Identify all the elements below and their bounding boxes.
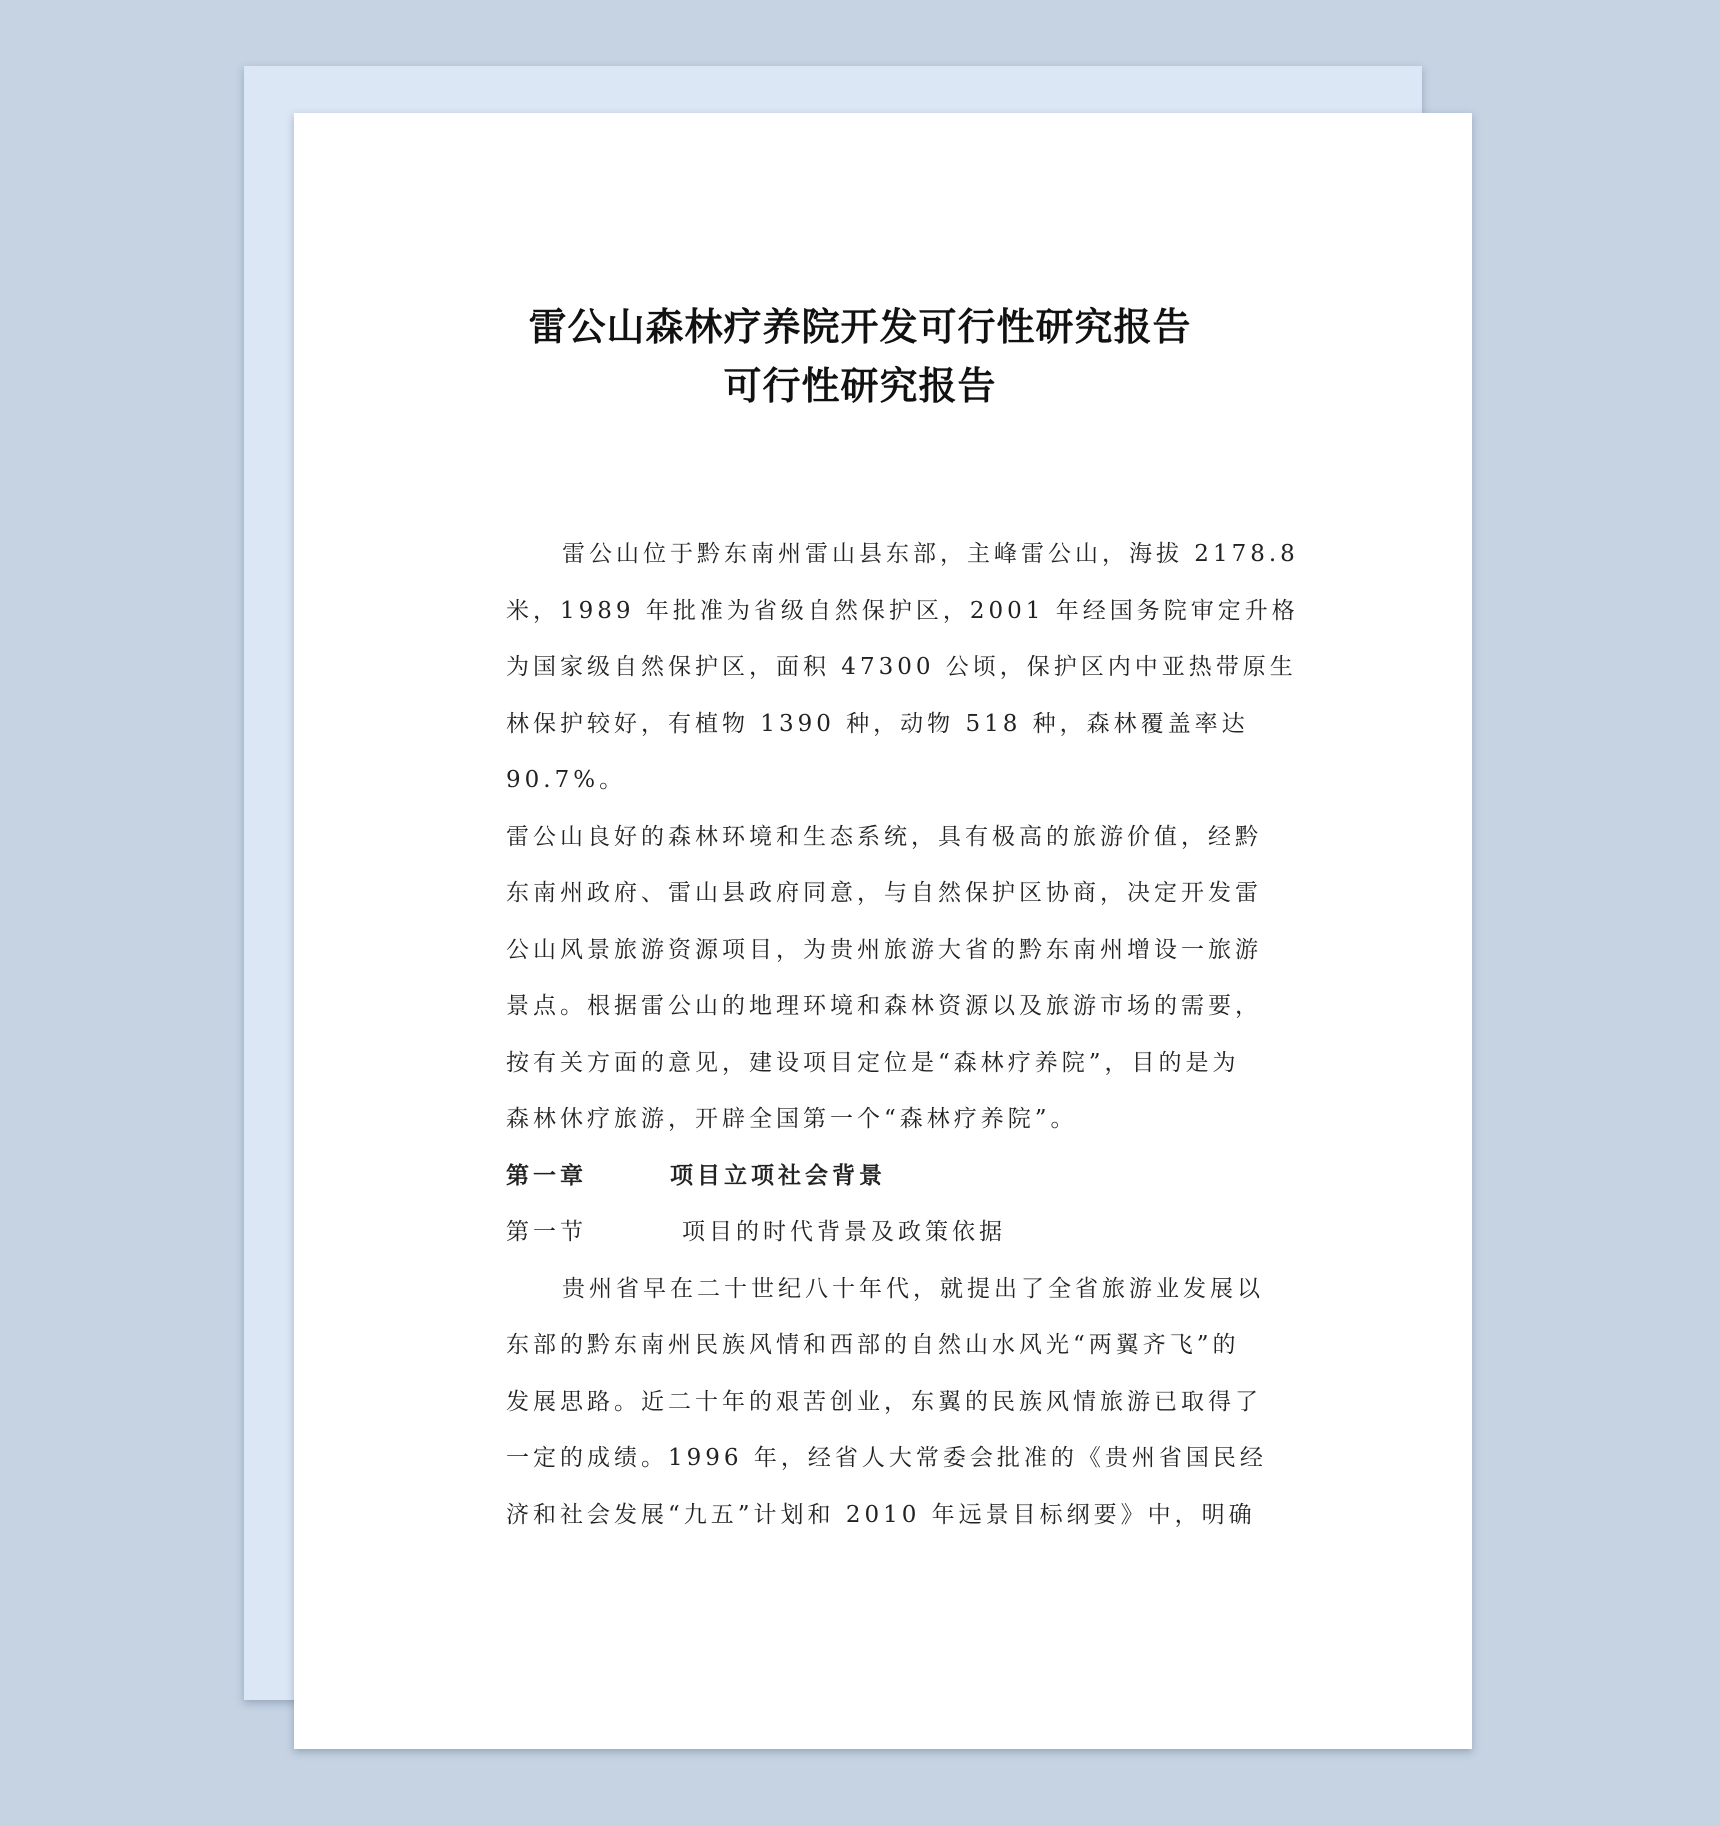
paragraph-line: 景点。根据雷公山的地理环境和森林资源以及旅游市场的需要， [506, 993, 1262, 1019]
paragraph-line: 林保护较好，有植物 1390 种，动物 518 种，森林覆盖率达 [506, 710, 1249, 737]
paragraph-line: 公山风景旅游资源项目，为贵州旅游大省的黔东南州增设一旅游 [506, 936, 1262, 963]
paragraph-line: 一定的成绩。1996 年，经省人大常委会批准的《贵州省国民经 [506, 1445, 1267, 1471]
section-label: 第一节 [506, 1219, 587, 1245]
paragraph-line: 森林休疗旅游，开辟全国第一个“森林疗养院”。 [506, 1106, 1078, 1132]
document-title: 雷公山森林疗养院开发可行性研究报告 [528, 304, 1192, 349]
chapter-heading [506, 1148, 1286, 1205]
chapter-title: 项目立项社会背景 [670, 1161, 886, 1189]
paragraph-line: 济和社会发展“九五”计划和 2010 年远景目标纲要》中，明确 [506, 1501, 1256, 1528]
paragraph-line: 东部的黔东南州民族风情和西部的自然山水风光“两翼齐飞”的 [506, 1332, 1240, 1358]
paragraph-line: 按有关方面的意见，建设项目定位是“森林疗养院”，目的是为 [506, 1049, 1240, 1076]
chapter-label: 第一章 [506, 1161, 587, 1189]
document-body [506, 526, 1299, 1543]
section-heading [506, 1204, 1286, 1261]
paragraph-line: 雷公山良好的森林环境和生态系统，具有极高的旅游价值，经黔 [506, 823, 1262, 850]
paragraph-line: 发展思路。近二十年的艰苦创业，东翼的民族风情旅游已取得了 [506, 1388, 1262, 1415]
paragraph-line: 为国家级自然保护区，面积 47300 公顷，保护区内中亚热带原生 [506, 654, 1297, 680]
paragraph-line: 雷公山位于黔东南州雷山县东部，主峰雷公山，海拔 2178.8 [562, 541, 1299, 567]
paragraph-line: 东南州政府、雷山县政府同意，与自然保护区协商，决定开发雷 [506, 880, 1262, 906]
paragraph-line: 90.7%。 [506, 767, 627, 793]
paragraph-line: 贵州省早在二十世纪八十年代，就提出了全省旅游业发展以 [562, 1275, 1264, 1302]
document-subtitle: 可行性研究报告 [723, 363, 997, 408]
paragraph-line: 米，1989 年批准为省级自然保护区，2001 年经国务院审定升格 [506, 597, 1299, 624]
section-title: 项目的时代背景及政策依据 [682, 1219, 1006, 1245]
